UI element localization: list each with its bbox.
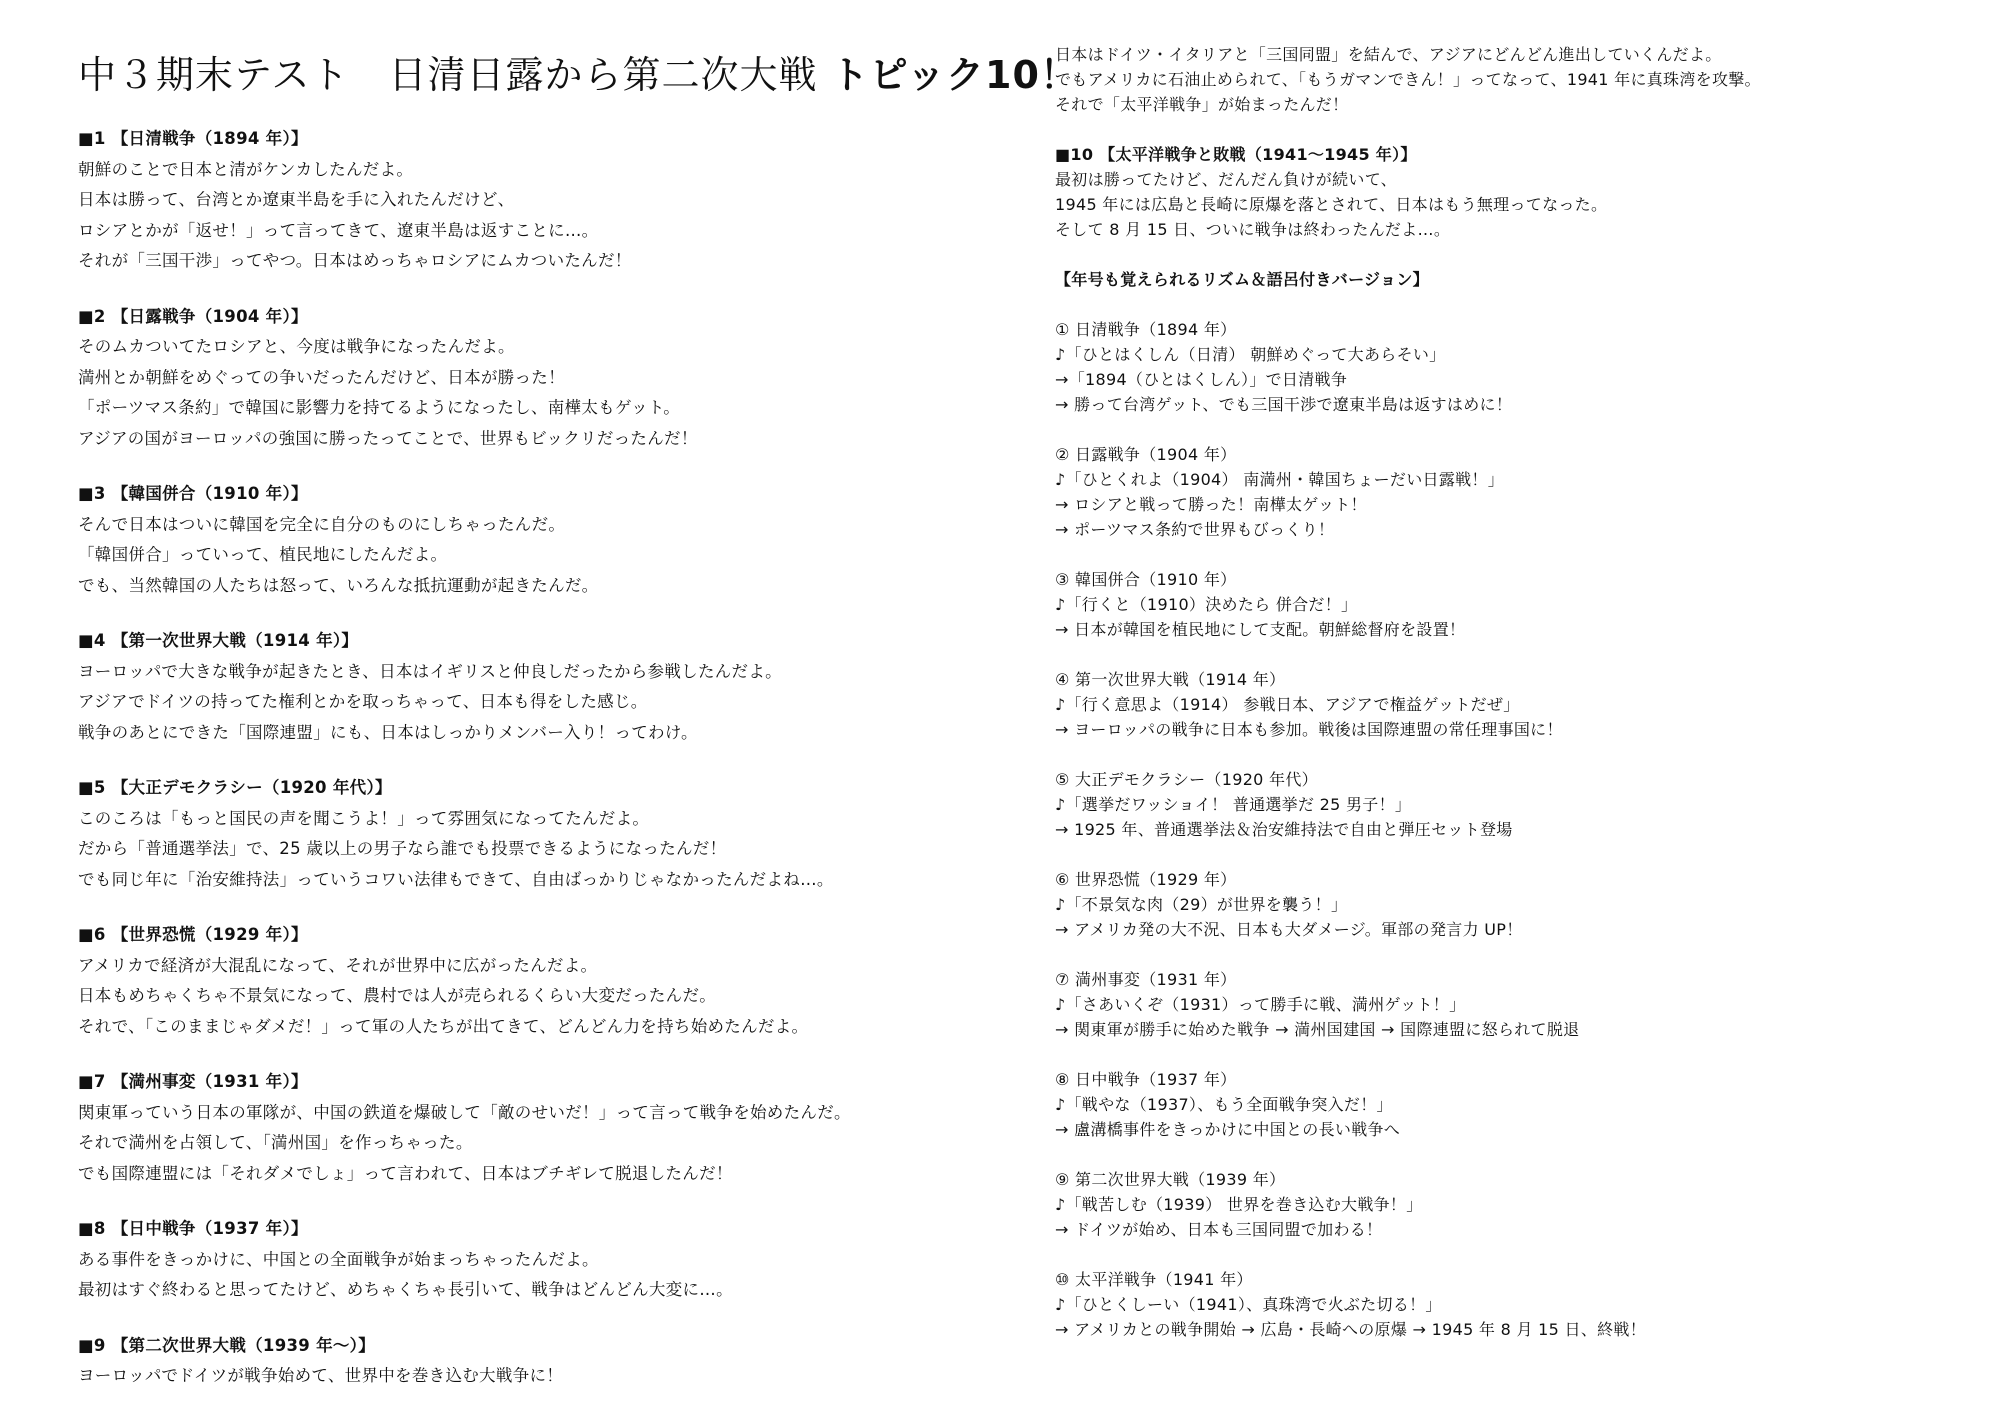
topic-line: 1945 年には広島と長崎に原爆を落とされて、日本はもう無理ってなった。 [1055, 195, 1608, 214]
topic-5 [78, 773, 1018, 895]
topic-9 [78, 1331, 1018, 1392]
rhythm-line: → ポーツマス条約で世界もびっくり！ [1055, 520, 1335, 539]
rhythm-line: → 日本が韓国を植民地にして支配。朝鮮総督府を設置！ [1055, 620, 1466, 639]
topic-line: アジアの国がヨーロッパの強国に勝ったってことで、世界もビックリだったんだ！ [78, 428, 698, 448]
rhythm-item-7 [1055, 967, 1955, 1042]
rhythm-heading: ③ 韓国併合（1910 年） [1055, 570, 1237, 589]
topic-line: 「ポーツマス条約」で韓国に影響力を持てるようになったし、南樺太もゲット。 [78, 398, 680, 417]
topic-line: だから「普通選挙法」で、25 歳以上の男子なら誰でも投票できるようになったんだ！ [78, 839, 727, 858]
rhythm-item-8 [1055, 1067, 1955, 1142]
topic-heading: ■2 【日露戦争（1904 年）】 [78, 306, 308, 326]
rhythm-line: ♪「不景気な肉（29）が世界を襲う！」 [1055, 895, 1348, 914]
title-bold: トピック10！ [830, 53, 1079, 97]
topic-line: それで、「このままじゃダメだ！」って軍の人たちが出てきて、どんどん力を持ち始めたんだよ。 [78, 1016, 809, 1036]
rhythm-item-6 [1055, 867, 1955, 942]
topic-line: 日本もめちゃくちゃ不景気になって、農村では人が売られるくらい大変だったんだ。 [78, 986, 717, 1005]
rhythm-line: ♪「選挙だワッショイ！ 普通選挙だ 25 男子！」 [1055, 795, 1412, 814]
rhythm-line: ♪「戦やな（1937）、もう全面戦争突入だ！」 [1055, 1095, 1393, 1114]
topic-line: アジアでドイツの持ってた権利とかを取っちゃって、日本も得をした感じ。 [78, 692, 648, 711]
rhythm-line: → アメリカとの戦争開始 → 広島・長崎への原爆 → 1945 年 8 月 15 日、終戦！ [1055, 1320, 1647, 1339]
topic-heading: ■4 【第一次世界大戦（1914 年）】 [78, 631, 359, 650]
topic-line: それが「三国干渉」ってやつ。日本はめっちゃロシアにムカついたんだ！ [78, 251, 632, 270]
topic-line: ある事件をきっかけに、中国との全面戦争が始まっちゃったんだよ。 [78, 1249, 599, 1269]
rhythm-line: → 1925 年、普通選挙法＆治安維持法で自由と弾圧セット登場 [1055, 820, 1513, 839]
topic-heading: ■5 【大正デモクラシー（1920 年代）】 [78, 778, 392, 797]
topic-8 [78, 1214, 1018, 1306]
topic-1 [78, 124, 1018, 277]
rhythm-line: → 盧溝橋事件をきっかけに中国との長い戦争へ [1055, 1120, 1401, 1139]
topic-heading: ■6 【世界恐慌（1929 年）】 [78, 925, 308, 944]
page-title [78, 44, 1079, 99]
topic-line: そのムカついてたロシアと、今度は戦争になったんだよ。 [78, 337, 515, 356]
topic-heading: ■3 【韓国併合（1910 年）】 [78, 484, 308, 503]
topic-9-continued [1055, 42, 1955, 117]
rhythm-line: → ロシアと戦って勝った！南樺太ゲット！ [1055, 495, 1367, 514]
rhythm-item-4 [1055, 667, 1955, 742]
title-main: 中３期末テスト 日清日露から第二次大戦 [78, 53, 831, 97]
topic-10 [1055, 142, 1955, 242]
topic-line: ヨーロッパでドイツが戦争始めて、世界中を巻き込む大戦争に！ [78, 1366, 564, 1385]
rhythm-line: ♪「行く意思よ（1914） 参戦日本、アジアで権益ゲットだぜ」 [1055, 695, 1520, 714]
rhythm-line: ♪「さあいくぞ（1931）って勝手に戦、満州ゲット！」 [1055, 995, 1466, 1014]
rhythm-line: →「1894（ひとはくしん）」で日清戦争 [1055, 370, 1348, 389]
topic-line: アメリカで経済が大混乱になって、それが世界中に広がったんだよ。 [78, 955, 598, 975]
topic-line: 「韓国併合」っていって、植民地にしたんだよ。 [78, 545, 448, 564]
topic-line: そんで日本はついに韓国を完全に自分のものにしちゃったんだ。 [78, 514, 566, 534]
topic-line: 日本はドイツ・イタリアと「三国同盟」を結んで、アジアにどんどん進出していくんだよ。 [1055, 45, 1722, 64]
topic-heading: ■9 【第二次世界大戦（1939 年～）】 [78, 1335, 376, 1355]
topic-3 [78, 479, 1018, 601]
rhythm-line: ♪「行くと（1910）決めたら 併合だ！」 [1055, 595, 1358, 614]
rhythm-heading: ⑨ 第二次世界大戦（1939 年） [1055, 1170, 1286, 1189]
rhythm-line: ♪「ひとはくしん（日清） 朝鮮めぐって大あらそい」 [1055, 345, 1446, 364]
rhythm-line: → ヨーロッパの戦争に日本も参加。戦後は国際連盟の常任理事国に！ [1055, 720, 1563, 739]
topic-heading: ■1 【日清戦争（1894 年）】 [78, 129, 308, 148]
topic-heading: ■8 【日中戦争（1937 年）】 [78, 1219, 308, 1238]
rhythm-line: ♪「ひとくしーい（1941）、真珠湾で火ぶた切る！」 [1055, 1295, 1442, 1314]
rhythm-line: → アメリカ発の大不況、日本も大ダメージ。軍部の発言力 UP！ [1055, 920, 1523, 939]
rhythm-line: ♪「戦苦しむ（1939） 世界を巻き込む大戦争！」 [1055, 1195, 1423, 1214]
rhythm-item-5 [1055, 767, 1955, 842]
rhythm-item-10 [1055, 1267, 1955, 1342]
rhythm-item-2 [1055, 442, 1955, 542]
topic-line: 朝鮮のことで日本と清がケンカしたんだよ。 [78, 159, 414, 179]
topic-line: 最初は勝ってたけど、だんだん負けが続いて、 [1055, 170, 1397, 189]
rhythm-line: → 勝って台湾ゲット、でも三国干渉で遼東半島は返すはめに！ [1055, 395, 1513, 414]
rhythm-heading: ② 日露戦争（1904 年） [1055, 445, 1237, 464]
topic-line: 日本は勝って、台湾とか遼東半島を手に入れたんだけど、 [78, 190, 515, 209]
topic-2 [78, 302, 1018, 455]
topic-line: そして 8 月 15 日、ついに戦争は終わったんだよ…。 [1055, 220, 1451, 239]
rhythm-heading: ⑥ 世界恐慌（1929 年） [1055, 870, 1237, 889]
topic-line: でも、当然韓国の人たちは怒って、いろんな抵抗運動が起きたんだ。 [78, 575, 599, 595]
topic-line: でも同じ年に「治安維持法」っていうコワい法律もできて、自由ばっかりじゃなかったんだよね…。 [78, 869, 834, 889]
rhythm-heading: ⑩ 太平洋戦争（1941 年） [1055, 1270, 1253, 1289]
rhythm-line: → 関東軍が勝手に始めた戦争 → 満州国建国 → 国際連盟に怒られて脱退 [1055, 1020, 1580, 1039]
rhythm-version-title: 【年号も覚えられるリズム＆語呂付きバージョン】 [1055, 270, 1429, 289]
topic-line: 関東軍っていう日本の軍隊が、中国の鉄道を爆破して「敵のせいだ！」って言って戦争を始めたんだ。 [78, 1102, 851, 1122]
rhythm-line: ♪「ひとくれよ（1904） 南満州・韓国ちょーだい日露戦！」 [1055, 470, 1505, 489]
topic-heading: ■10 【太平洋戦争と敗戦（1941～1945 年）】 [1055, 145, 1417, 164]
rhythm-heading: ① 日清戦争（1894 年） [1055, 320, 1237, 339]
topic-line: 満州とか朝鮮をめぐっての争いだったんだけど、日本が勝った！ [78, 367, 565, 387]
topic-line: それで「太平洋戦争」が始まったんだ！ [1055, 95, 1349, 114]
topic-line: ロシアとかが「返せ！」って言ってきて、遼東半島は返すことに…。 [78, 220, 599, 240]
topic-line: それで満州を占領して、「満州国」を作っちゃった。 [78, 1133, 473, 1152]
rhythm-item-3 [1055, 567, 1955, 642]
rhythm-item-1 [1055, 317, 1955, 417]
rhythm-heading: ④ 第一次世界大戦（1914 年） [1055, 670, 1286, 689]
topic-line: 戦争のあとにできた「国際連盟」にも、日本はしっかりメンバー入り！ってわけ。 [78, 722, 698, 742]
topic-7 [78, 1067, 1018, 1189]
right-column [1055, 42, 1955, 1342]
topic-line: このころは「もっと国民の声を聞こうよ！」って雰囲気になってたんだよ。 [78, 808, 650, 828]
rhythm-heading: ⑤ 大正デモクラシー（1920 年代） [1055, 770, 1318, 789]
rhythm-line: → ドイツが始め、日本も三国同盟で加わる！ [1055, 1220, 1383, 1239]
rhythm-item-9 [1055, 1167, 1955, 1242]
rhythm-heading: ⑦ 満州事変（1931 年） [1055, 970, 1237, 989]
topic-4 [78, 626, 1018, 748]
left-column [78, 124, 1018, 1392]
rhythm-heading: ⑧ 日中戦争（1937 年） [1055, 1070, 1237, 1089]
topic-line: でも国際連盟には「それダメでしょ」って言われて、日本はブチギレて脱退したんだ！ [78, 1163, 733, 1183]
topic-line: 最初はすぐ終わると思ってたけど、めちゃくちゃ長引いて、戦争はどんどん大変に…。 [78, 1280, 733, 1299]
topic-6 [78, 920, 1018, 1042]
topic-heading: ■7 【満州事変（1931 年）】 [78, 1072, 308, 1091]
topic-line: でもアメリカに石油止められて、「もうガマンできん！」ってなって、1941 年に真珠湾を攻撃。 [1055, 70, 1761, 89]
topic-line: ヨーロッパで大きな戦争が起きたとき、日本はイギリスと仲良しだったから参戦したんだよ。 [78, 661, 782, 681]
